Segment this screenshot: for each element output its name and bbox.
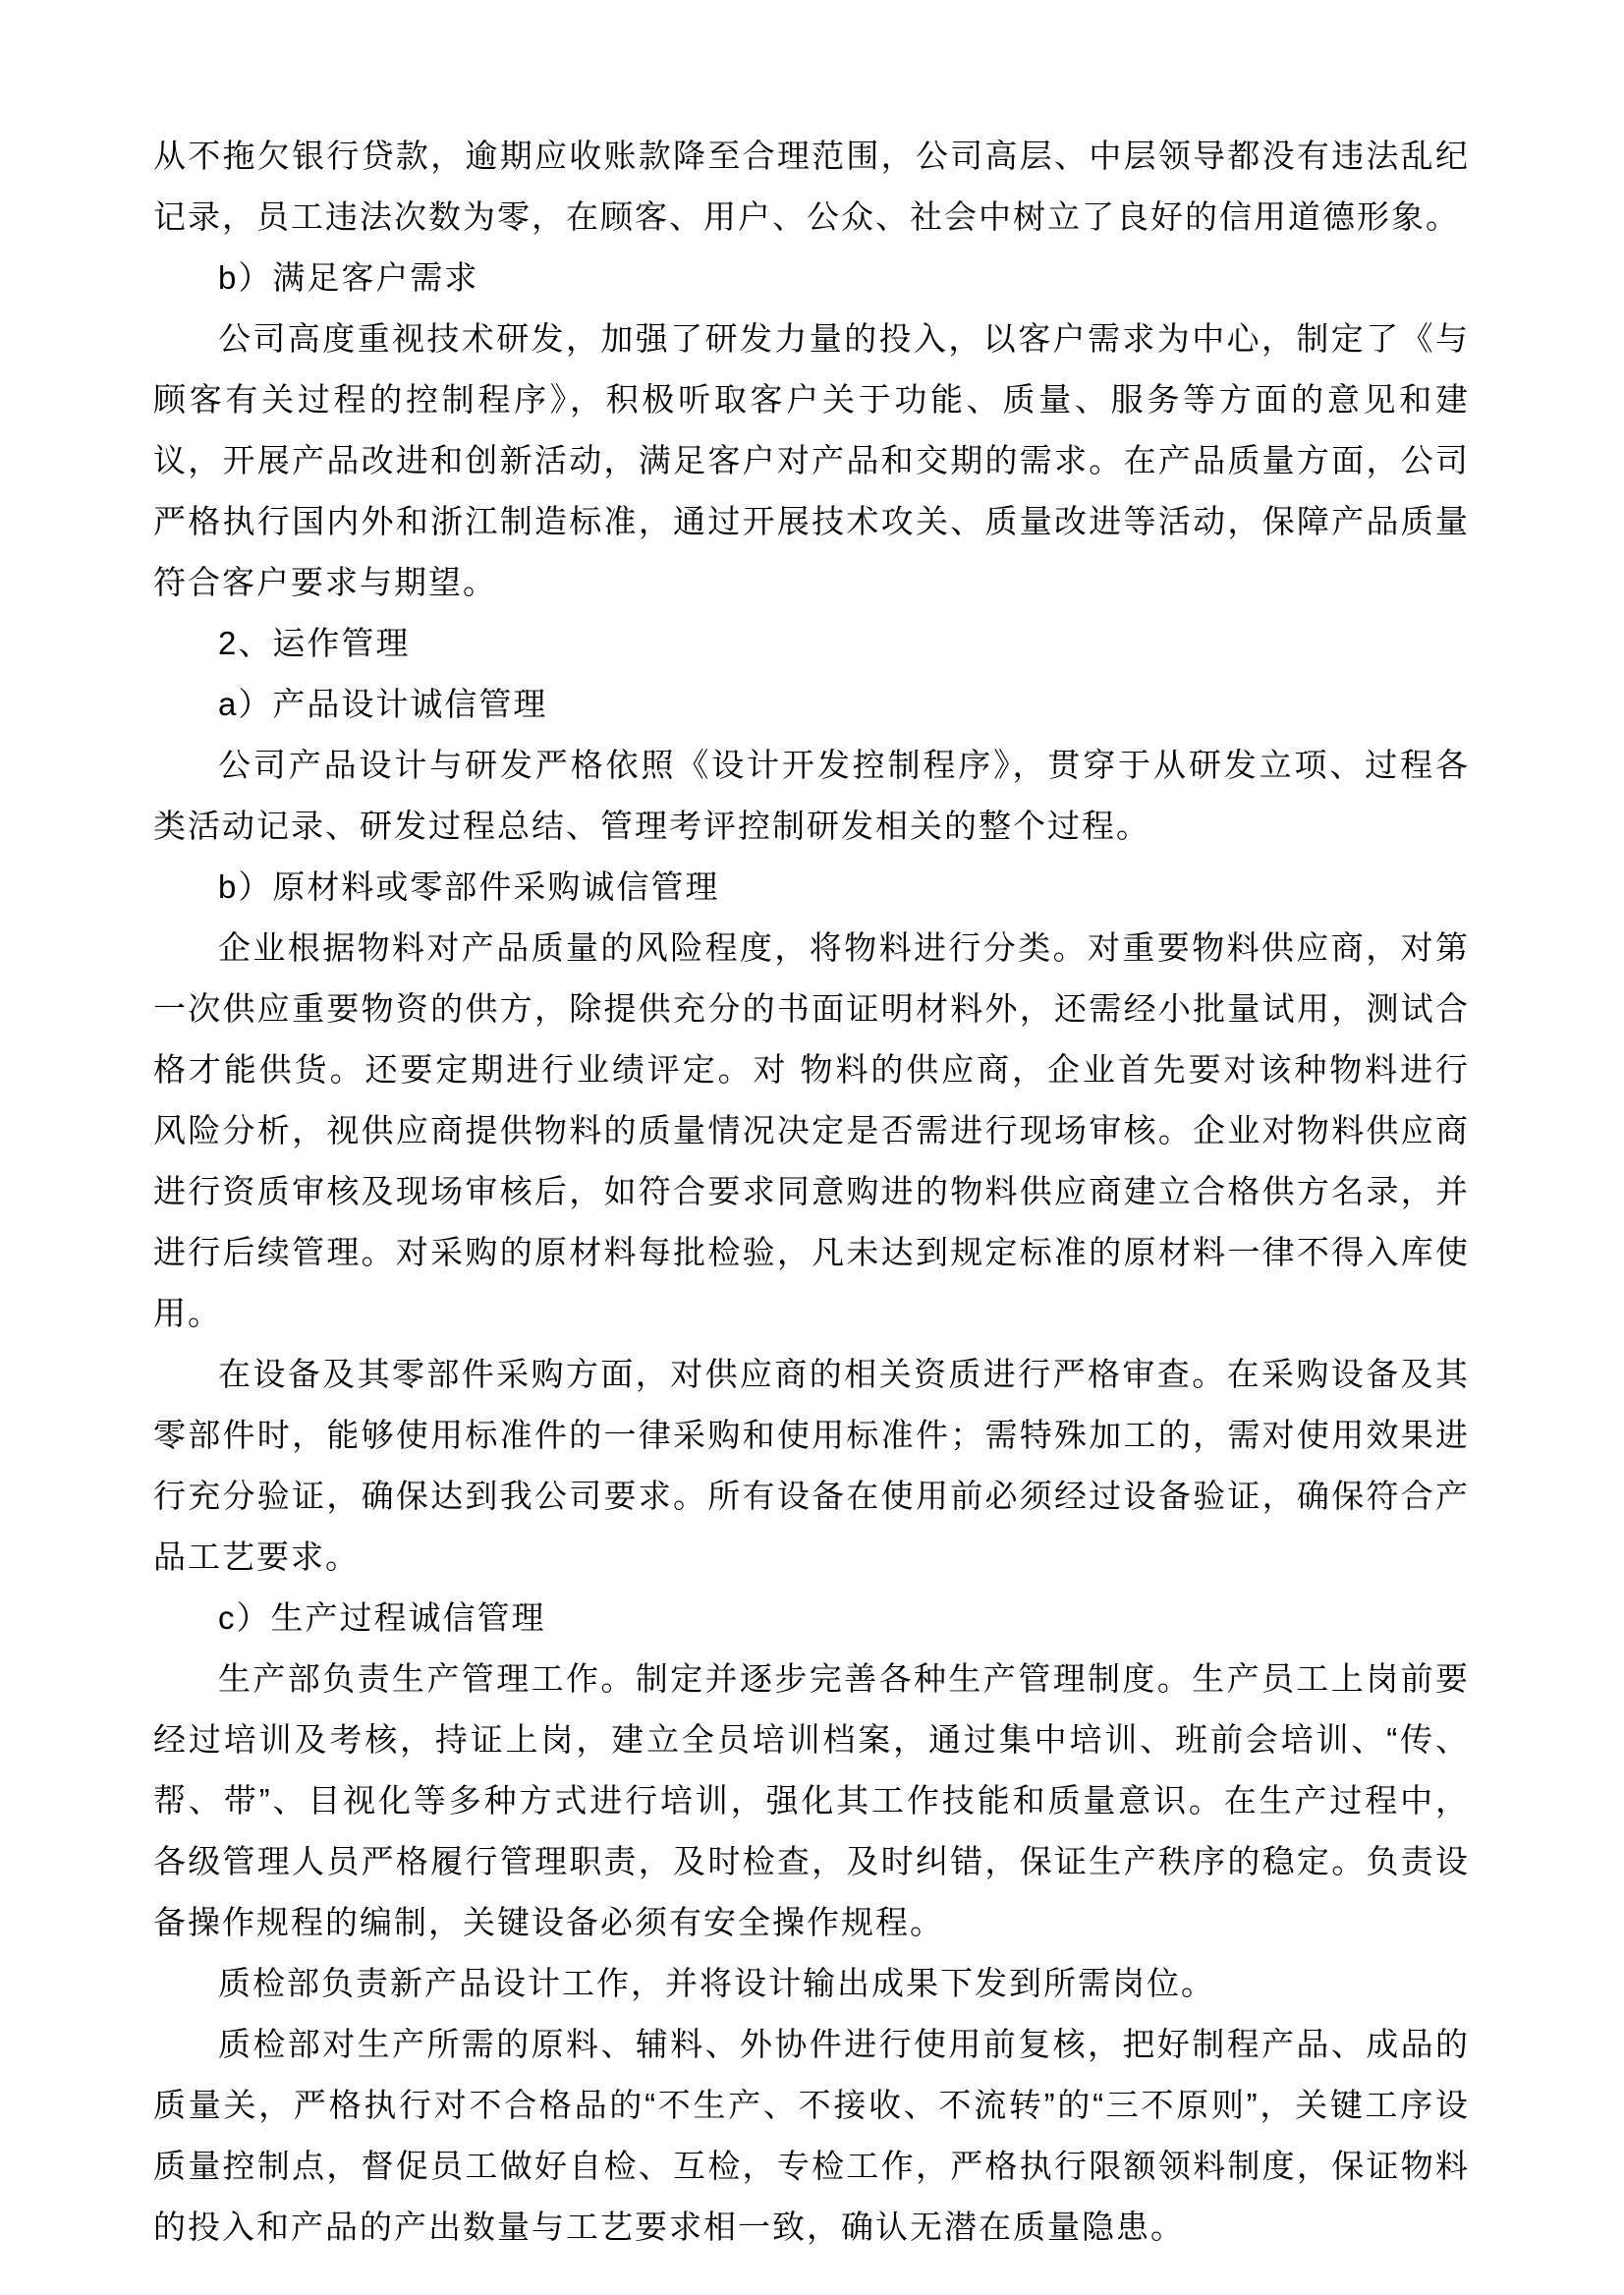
paragraph-qc-inspection: 质检部对生产所需的原料、辅料、外协件进行使用前复核，把好制程产品、成品的质量关，严格执行对不合格品的“不生产、不接收、不流转”的“三不原则”，关键工序设质量控制点，督促员工做好自检、互检，专检工作，严格执行限额领料制度，保证物料的投入和产品的产出数量与工艺要求相一致，确认无潜在质量隐患。 [153,2026,1470,2245]
paragraph-credit-record: 从不拖欠银行贷款，逾期应收账款降至合理范围，公司高层、中层领导都没有违法乱纪记录，员工违法次数为零，在顾客、用户、公众、社会中树立了良好的信用道德形象。 [153,138,1470,235]
document-content [153,126,1470,2258]
paragraph-material-procurement: 企业根据物料对产品质量的风险程度，将物料进行分类。对重要物料供应商，对第一次供应重要物资的供方，除提供充分的书面证明材料外，还需经小批量试用，测试合格才能供货。还要定期进行业绩评定。对 物料的供应商，企业首先要对该种物料进行风险分析，视供应商提供物料的质量情况决定是否需进行现场审核。企业对物料供应商进行资质审核及现场审核后，如符合要求同意购进的物料供应商建立合格供方名录，并进行后续管理。对采购的原材料每批检验，凡未达到规定标准的原材料一律不得入库使用。 [153,929,1470,1331]
paragraph-product-design: 公司产品设计与研发严格依照《设计开发控制程序》，贯穿于从研发立项、过程各类活动记录、研发过程总结、管理考评控制研发相关的整个过程。 [153,747,1470,844]
heading-b-satisfy-customer-needs: b）满足客户需求 [218,259,479,296]
paragraph-qc-new-product: 质检部负责新产品设计工作，并将设计输出成果下发到所需岗位。 [218,1965,1215,2001]
heading-2-operations-management: 2、运作管理 [218,625,411,661]
paragraph-equipment-procurement: 在设备及其零部件采购方面，对供应商的相关资质进行严格审查。在采购设备及其零部件时，能够使用标准件的一律采购和使用标准件；需特殊加工的，需对使用效果进行充分验证，确保达到我公司要求。所有设备在使用前必须经过设备验证，确保符合产品工艺要求。 [153,1356,1470,1575]
heading-b-material-procurement-integrity: b）原材料或零部件采购诚信管理 [218,868,720,905]
heading-c-production-process-integrity: c）生产过程诚信管理 [218,1599,546,1636]
paragraph-production-management: 生产部负责生产管理工作。制定并逐步完善各种生产管理制度。生产员工上岗前要经过培训及考核，持证上岗，建立全员培训档案，通过集中培训、班前会培训、“传、帮、带”、目视化等多种方式进行培训，强化其工作技能和质量意识。在生产过程中，各级管理人员严格履行管理职责，及时检查，及时纠错，保证生产秩序的稳定。负责设备操作规程的编制，关键设备必须有安全操作规程。 [153,1660,1470,1940]
paragraph-customer-needs: 公司高度重视技术研发，加强了研发力量的投入，以客户需求为中心，制定了《与顾客有关过程的控制程序》，积极听取客户关于功能、质量、服务等方面的意见和建议，开展产品改进和创新活动，满足客户对产品和交期的需求。在产品质量方面，公司严格执行国内外和浙江制造标准，通过开展技术攻关、质量改进等活动，保障产品质量符合客户要求与期望。 [153,320,1470,600]
heading-a-product-design-integrity: a）产品设计诚信管理 [218,686,548,722]
